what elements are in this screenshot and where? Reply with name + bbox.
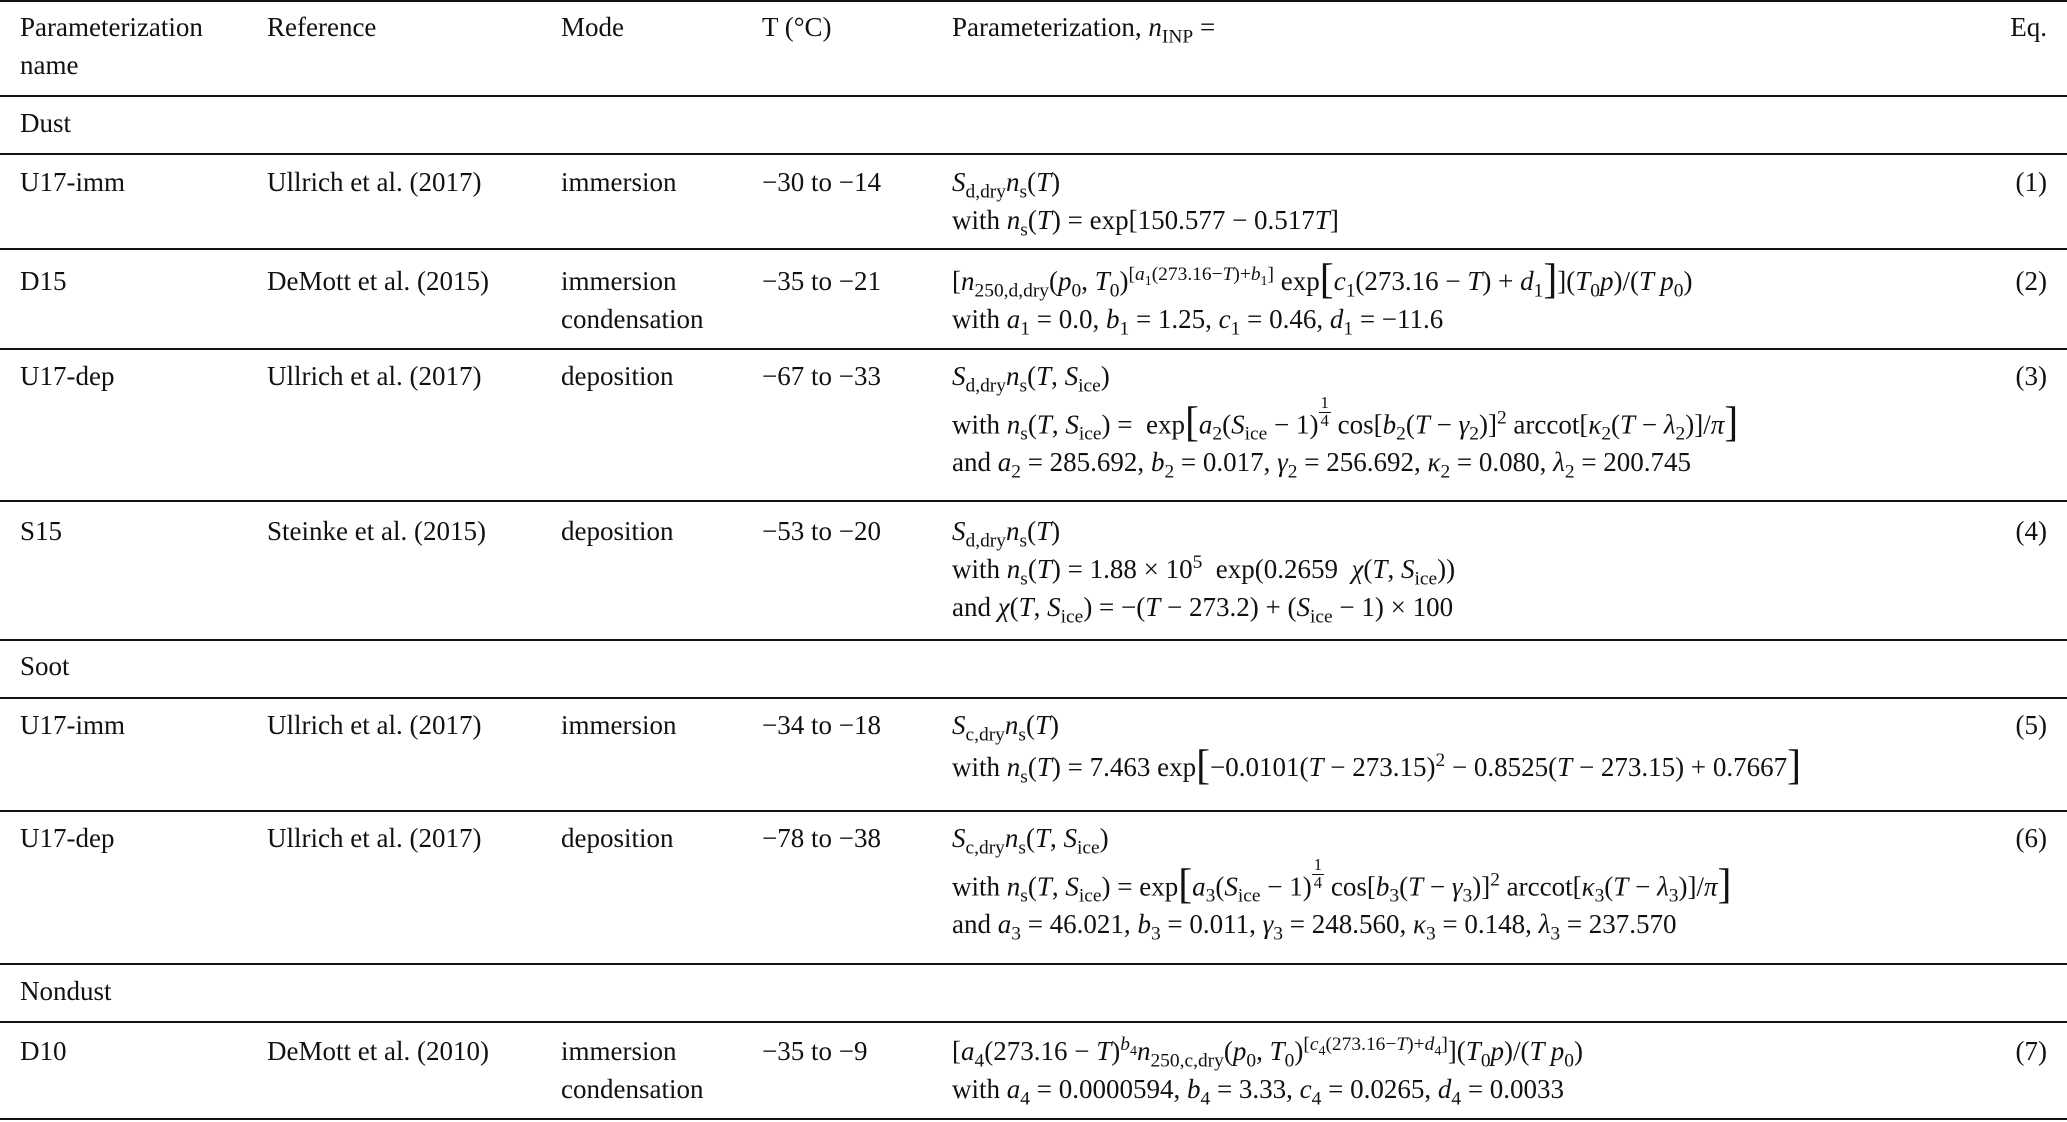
row-mode: immersion condensation [561, 266, 704, 334]
row-temp: −35 to −9 [762, 1036, 868, 1066]
row-temp: −67 to −33 [762, 361, 881, 391]
row-formula: $S_{d,dry}n_s(T$, $S_{ice}$) with $n_s(T$, $S_{ice}) = \exp[a_2(S_{ice} - 1)$ $\frac{1}{4}$ $\cos[b_2(T - \gamma_2)]^2$ $arccot[\kappa_2(T - \lambda_2)]/\pi$] and $a_2 = 285.692$, $b_2 = 0.017$, $\gamma_2 = 256.692$, $\kappa_2 = 0.080$, $\lambda_2 = 200.745$ [952, 361, 1739, 483]
row-eq: (7) [2015, 1036, 2047, 1066]
row-temp: −53 to −20 [762, 516, 881, 546]
row-eq: (5) [2015, 710, 2047, 740]
header-parameterization: Parameterization, $n_{INP}$ = [952, 12, 1216, 48]
row-reference: Steinke et al. (2015) [267, 516, 486, 546]
header-name: Parameterization name [20, 12, 203, 80]
row-eq: (4) [2015, 516, 2047, 546]
row-eq: (2) [2015, 266, 2047, 296]
row-mode: immersion [561, 710, 677, 740]
header-mode: Mode [561, 12, 624, 42]
row-reference: DeMott et al. (2015) [267, 266, 489, 296]
row-eq: (6) [2015, 823, 2047, 853]
row-formula: [$a_4(273.16 - T)^{b_4}n_{250,c,dry}(p_0$, $T_0)[c4(273.16-T)+d4]](T_0p)/(T$ $p_0$) with $a_4 = 0.0000594$, $b_4 = 3.33$, $c_4 = 0.0265$, $d_4 = 0.0033$ [952, 1034, 1584, 1110]
row-formula: $S_{d,dry}n_s(T)$ with $n_s(T) = \exp[150.577 - 0.517T]$ [952, 167, 1339, 241]
row-reference: Ullrich et al. (2017) [267, 167, 482, 197]
row-temp: −34 to −18 [762, 710, 881, 740]
row-name: U17-imm [20, 710, 125, 740]
section-soot: Soot [20, 651, 70, 681]
row-name: U17-dep [20, 361, 115, 391]
row-temp: −30 to −14 [762, 167, 881, 197]
row-rule [0, 153, 2067, 155]
row-name: U17-imm [20, 167, 125, 197]
row-mode: immersion [561, 167, 677, 197]
row-eq: (3) [2015, 361, 2047, 391]
row-rule [0, 963, 2067, 965]
row-formula: $S_{c,dry}n_s(T)$ with $n_s(T) = 7.463$ $\exp[-0.0101(T - 273.15)^2 - 0.8525(T - 273.15) + 0.7667]$ [952, 710, 1802, 789]
header-temp: T (°C) [762, 12, 832, 42]
section-dust: Dust [20, 108, 72, 138]
row-formula: $S_{c,dry}n_s(T$, $S_{ice}$) with $n_s(T$, $S_{ice}) = \exp[a_3(S_{ice} - 1)$ $\frac{1}{4}$ $\cos[b_3(T - \gamma_3)]^2$ $arccot[\kappa_3(T - \lambda_3)]/\pi$] and $a_3 = 46.021$, $b_3 = 0.011$, $\gamma_3 = 248.560$, $\kappa_3 = 0.148$, $\lambda_3 = 237.570$ [952, 823, 1732, 945]
row-name: D15 [20, 266, 67, 296]
row-temp: −35 to −21 [762, 266, 881, 296]
row-eq: (1) [2015, 167, 2047, 197]
row-reference: Ullrich et al. (2017) [267, 361, 482, 391]
row-mode: immersion condensation [561, 1036, 704, 1104]
row-reference: DeMott et al. (2010) [267, 1036, 489, 1066]
row-rule [0, 348, 2067, 350]
header-eq: Eq. [2010, 12, 2047, 42]
section-nondust: Nondust [20, 976, 112, 1006]
row-mode: deposition [561, 823, 674, 853]
top-rule [0, 0, 2067, 2]
row-rule [0, 639, 2067, 641]
row-reference: Ullrich et al. (2017) [267, 710, 482, 740]
row-name: D10 [20, 1036, 67, 1066]
row-rule [0, 248, 2067, 250]
header-rule [0, 95, 2067, 97]
row-name: S15 [20, 516, 63, 546]
row-name: U17-dep [20, 823, 115, 853]
row-rule [0, 810, 2067, 812]
row-reference: Ullrich et al. (2017) [267, 823, 482, 853]
bottom-rule [0, 1118, 2067, 1120]
row-rule [0, 1021, 2067, 1023]
row-mode: deposition [561, 361, 674, 391]
row-rule [0, 500, 2067, 502]
header-reference: Reference [267, 12, 377, 42]
row-rule [0, 697, 2067, 699]
row-formula: [$n_{250,d,dry}(p_0$, $T_0)[a1(273.16-T)+b1]$ $\exp[c_1(273.16 - T) + d_1]](T_0p)/(T$ $p_0$) with $a_1 = 0.0$, $b_1 = 1.25$, $c_1 = 0.46$, $d_1 = -11.6$ [952, 256, 1693, 340]
row-formula: $S_{d,dry}n_s(T)$ with $n_s(T) = 1.88 \times 10^5$ exp(0.2659 χ(T, $S_{ice}$)) and χ(T, $S_{ice}) = -(T - 273.2) + (S_{ice} - 1) \times 100$ [952, 516, 1456, 628]
row-mode: deposition [561, 516, 674, 546]
row-temp: −78 to −38 [762, 823, 881, 853]
